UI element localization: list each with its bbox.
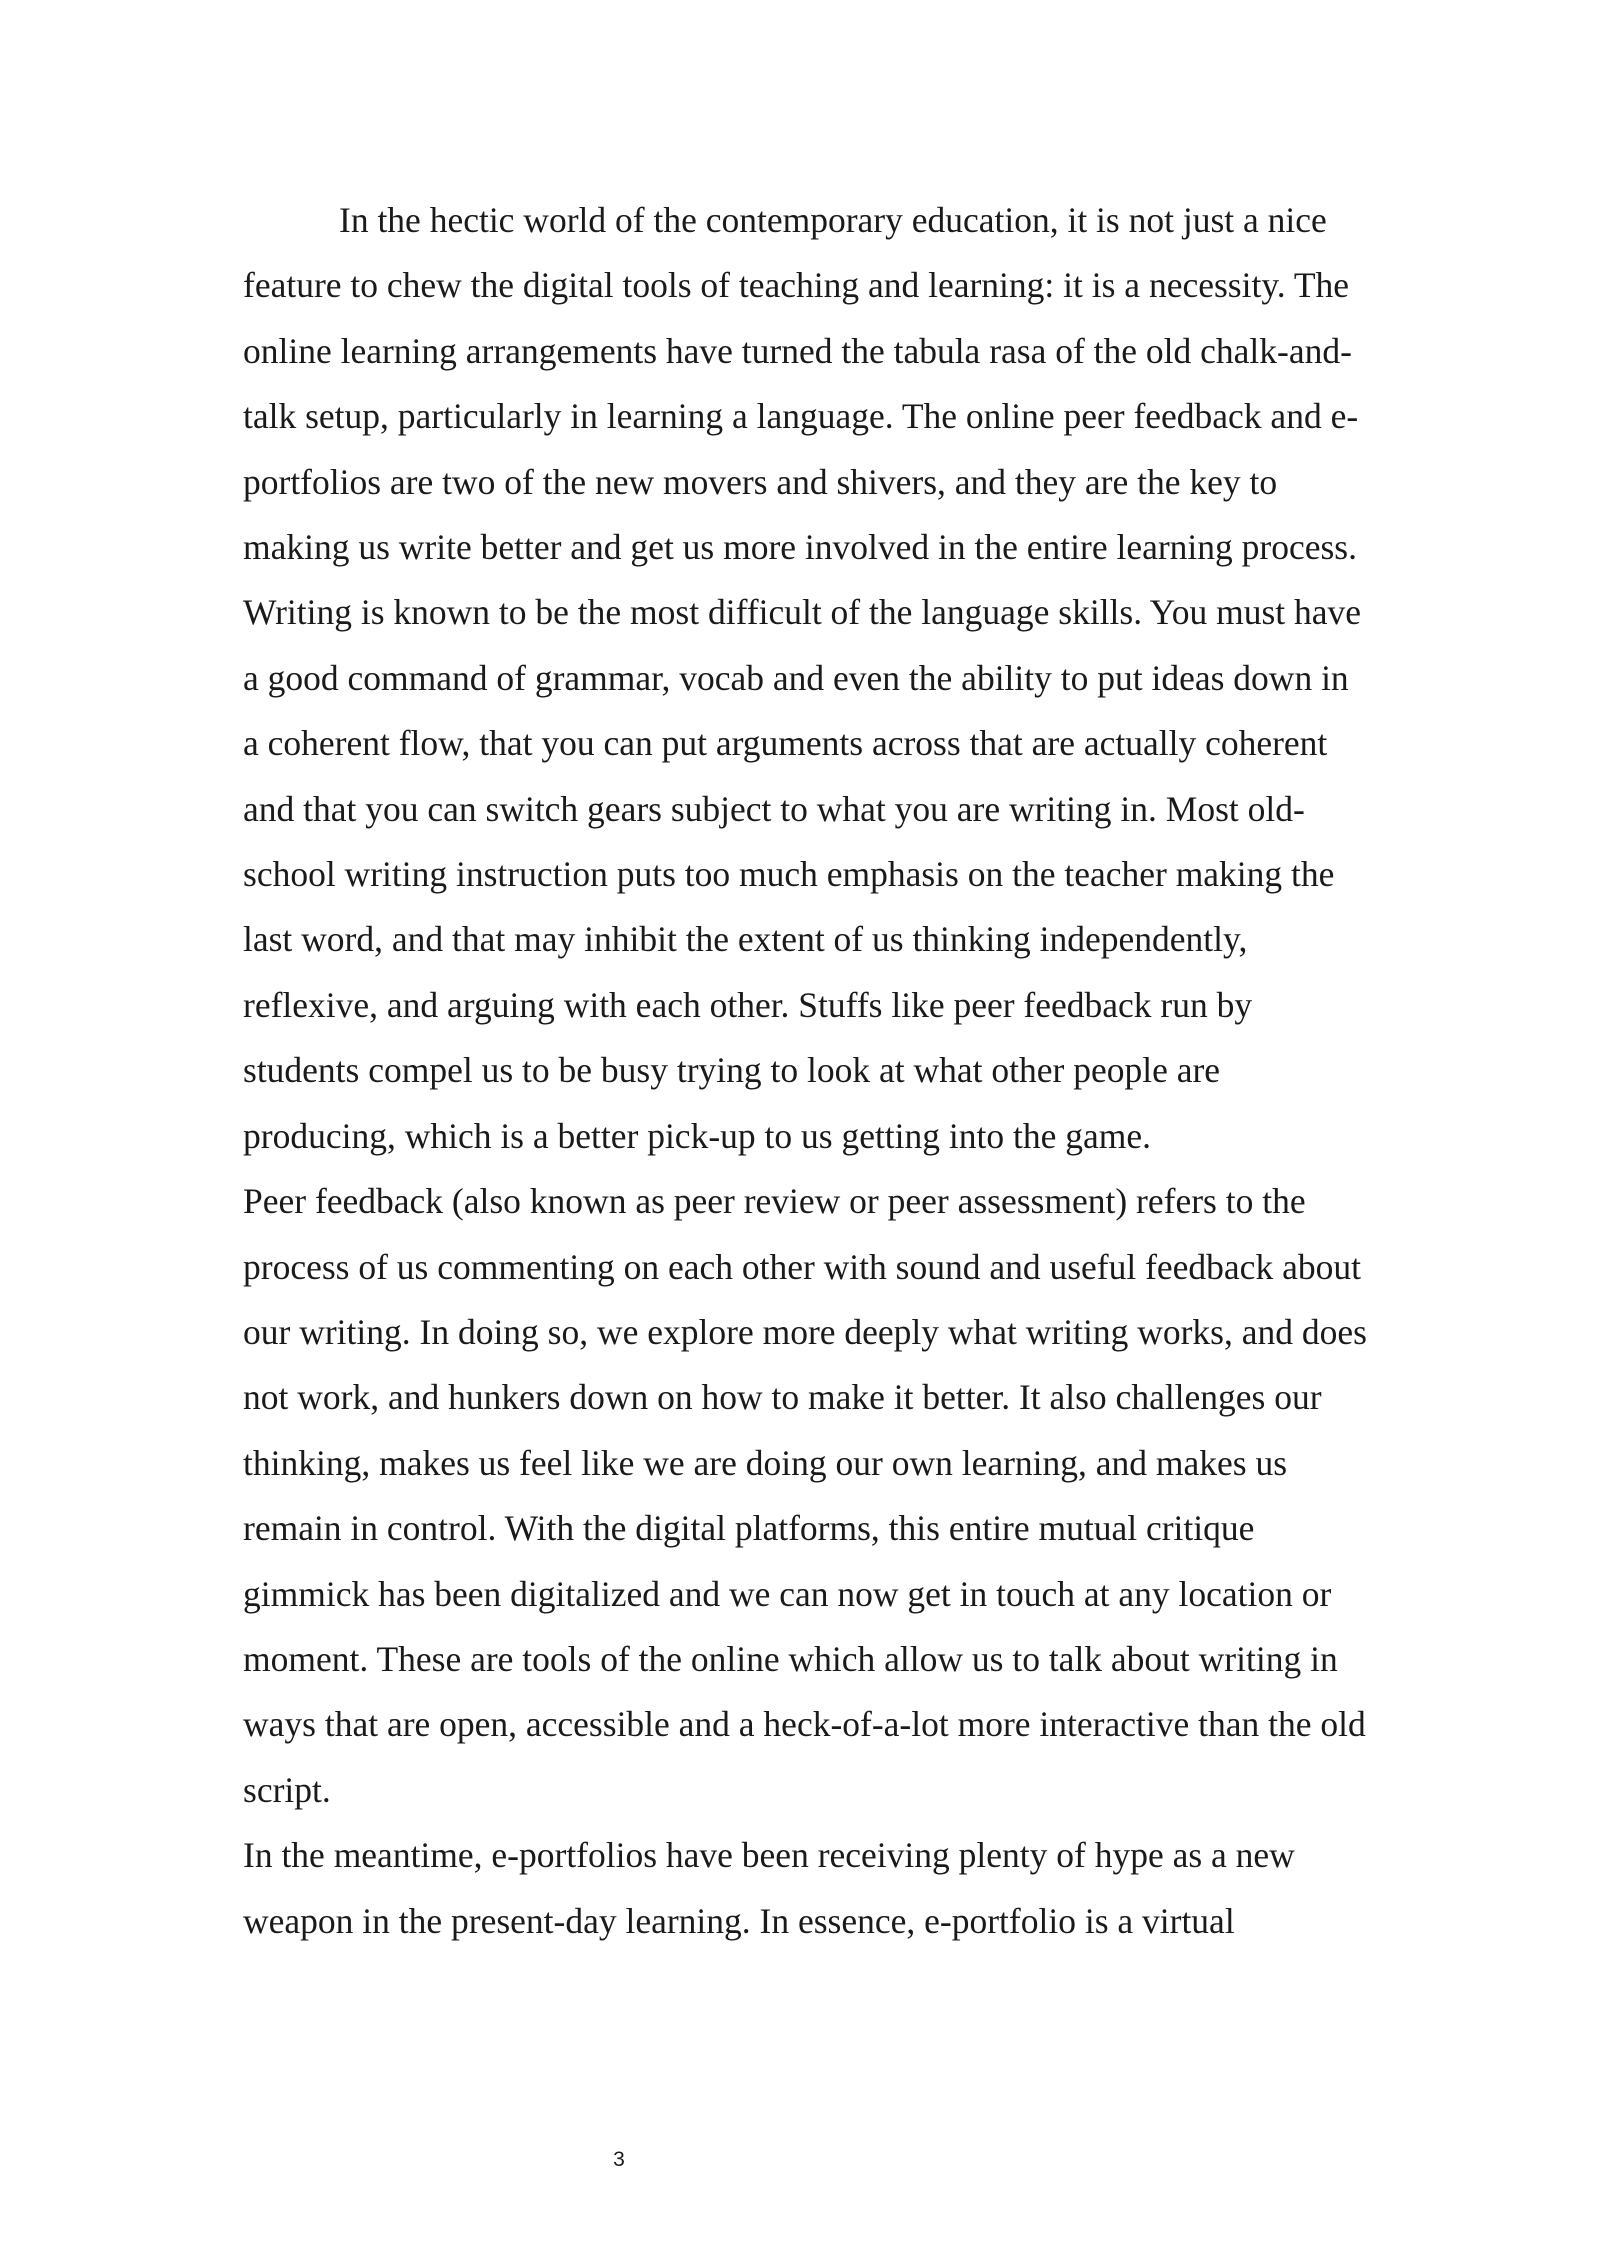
paragraph-3: Peer feedback (also known as peer review or peer assessment) refers to the process of us commenting on each other with sound and useful feedback about our writing. In doing so, we explore more deeply what writing works, and does not work, and hunkers down on how to make it better. It also challenges our thinking, makes us feel like we are doing our own learning, and makes us remain in control. With the digital platforms, this entire mutual critique gimmick has been digitalized and we can now get in touch at any location or moment. These are tools of the online which allow us to talk about writing in ways that are open, accessible and a heck-of-a-lot more interactive than the old script. [243,1181,1367,1810]
paragraph-4: In the meantime, e-portfolios have been receiving plenty of hype as a new weapon in the present-day learning. In essence, e-portfolio is a virtual [243,1835,1295,1941]
body-text [243,188,1373,1954]
page-number: 3 [613,2148,625,2171]
paragraph-1: In the hectic world of the contemporary education, it is not just a nice feature to chew the digital tools of teaching and learning: it is a necessity. The online learning arrangements have turned the tabula rasa of the old chalk-and-talk setup, particularly in learning a language. The online peer feedback and e-portfolios are two of the new movers and shivers, and they are the key to making us write better and get us more involved in the entire learning process. [243,200,1359,568]
paragraph-2: Writing is known to be the most difficult of the language skills. You must have a good command of grammar, vocab and even the ability to put ideas down in a coherent flow, that you can put arguments across that are actually coherent and that you can switch gears subject to what you are writing in. Most old-school writing instruction puts too much emphasis on the teacher making the last word, and that may inhibit the extent of us thinking independently, reflexive, and arguing with each other. Stuffs like peer feedback run by students compel us to be busy trying to look at what other people are producing, which is a better pick-up to us getting into the game. [243,592,1362,1156]
